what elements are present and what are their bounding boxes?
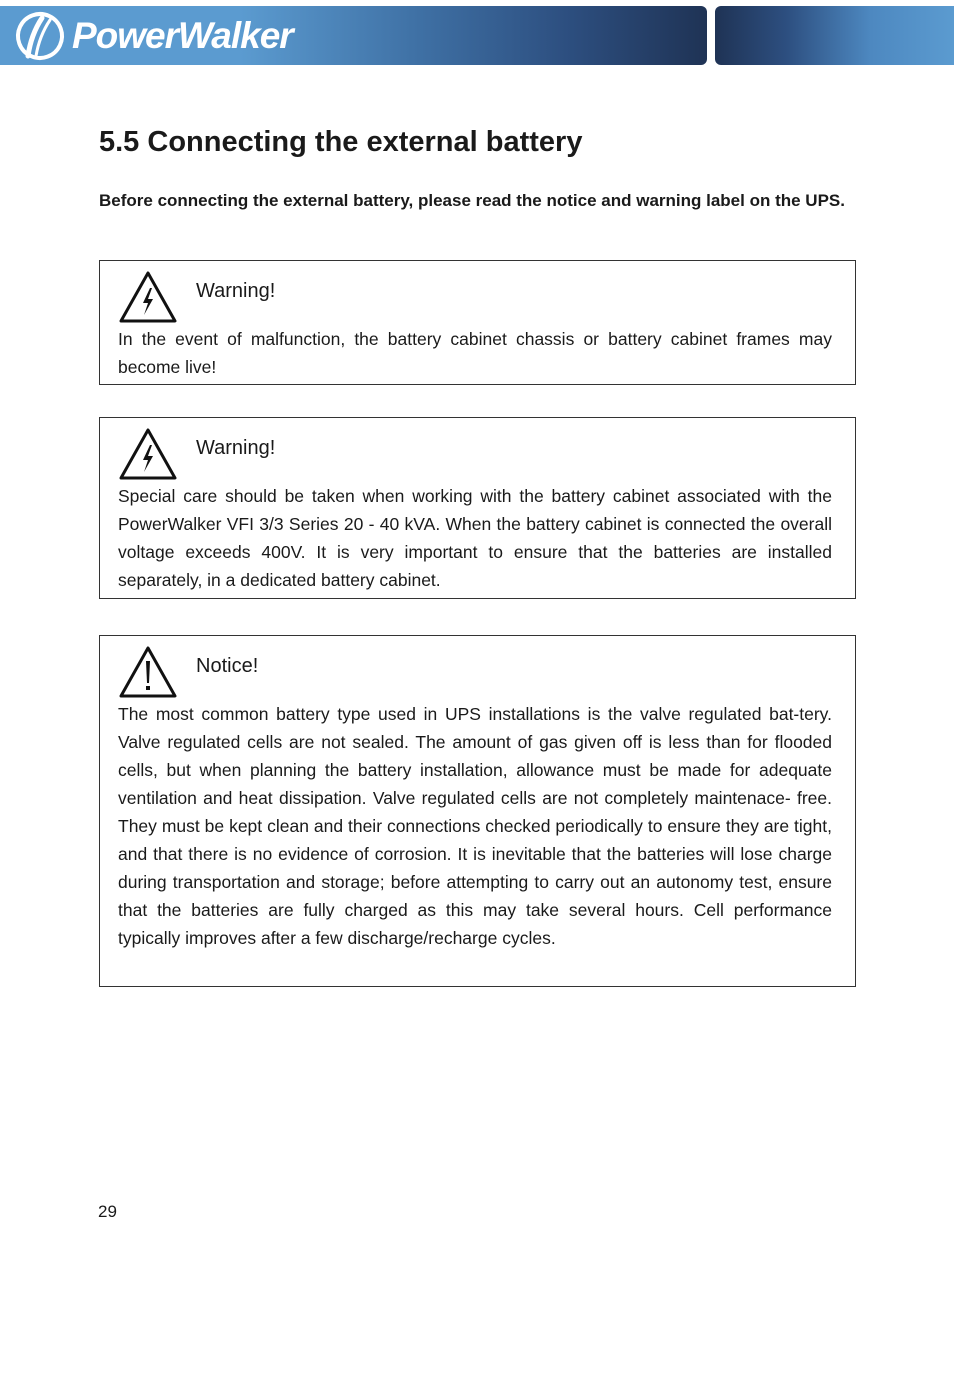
header-banner-right — [715, 6, 954, 65]
notice-box-battery — [99, 635, 856, 987]
exclamation-warning-icon — [118, 645, 178, 699]
page-number: 29 — [98, 1202, 117, 1221]
intro-paragraph: Before connecting the external battery, please read the notice and warning label on the UPS. — [99, 191, 845, 210]
box-text: Special care should be taken when working with the battery cabinet associated with the PowerWalker VFI 3/3 Series 20 - 40 kVA. When the battery cabinet is connected the overall voltage exceeds 400V. It is very important to ensure that the batteries are installed separately, in a dedicated battery cabinet. — [118, 486, 832, 590]
high-voltage-warning-icon — [118, 427, 178, 481]
box-header — [118, 269, 832, 325]
box-text: In the event of malfunction, the battery cabinet chassis or battery cabinet frames may become live! — [118, 329, 832, 377]
warning-box-malfunction — [99, 260, 856, 385]
section-title: 5.5 Connecting the external battery — [99, 126, 583, 158]
box-title: Warning! — [196, 436, 276, 459]
high-voltage-warning-icon — [118, 270, 178, 324]
box-header — [118, 426, 832, 482]
powerwalker-logo-icon — [12, 10, 68, 62]
brand-name: PowerWalker — [72, 15, 293, 56]
header-banner — [0, 6, 707, 65]
warning-box-voltage — [99, 417, 856, 599]
brand-logo — [12, 8, 293, 64]
box-title: Notice! — [196, 654, 259, 677]
box-title: Warning! — [196, 279, 276, 302]
box-header — [118, 644, 832, 700]
box-text: The most common battery type used in UPS installations is the valve regulated bat-tery. Valve regulated cells are not sealed. The amount of gas given off is less than for flooded cells, but when planning the battery installation, allowance must be made for adequate ventilation and heat dissipation. Valve regulated cells are not completely maintenace- free. They must be kept clean and their connections checked periodically to ensure they are tight, and that there is no evidence of corrosion. It is inevitable that the batteries will lose charge during transportation and storage; before attempting to carry out an autonomy test, ensure that the batteries are fully charged as this may take several hours. Cell performance typically improves after a few discharge/recharge cycles. — [118, 704, 832, 948]
